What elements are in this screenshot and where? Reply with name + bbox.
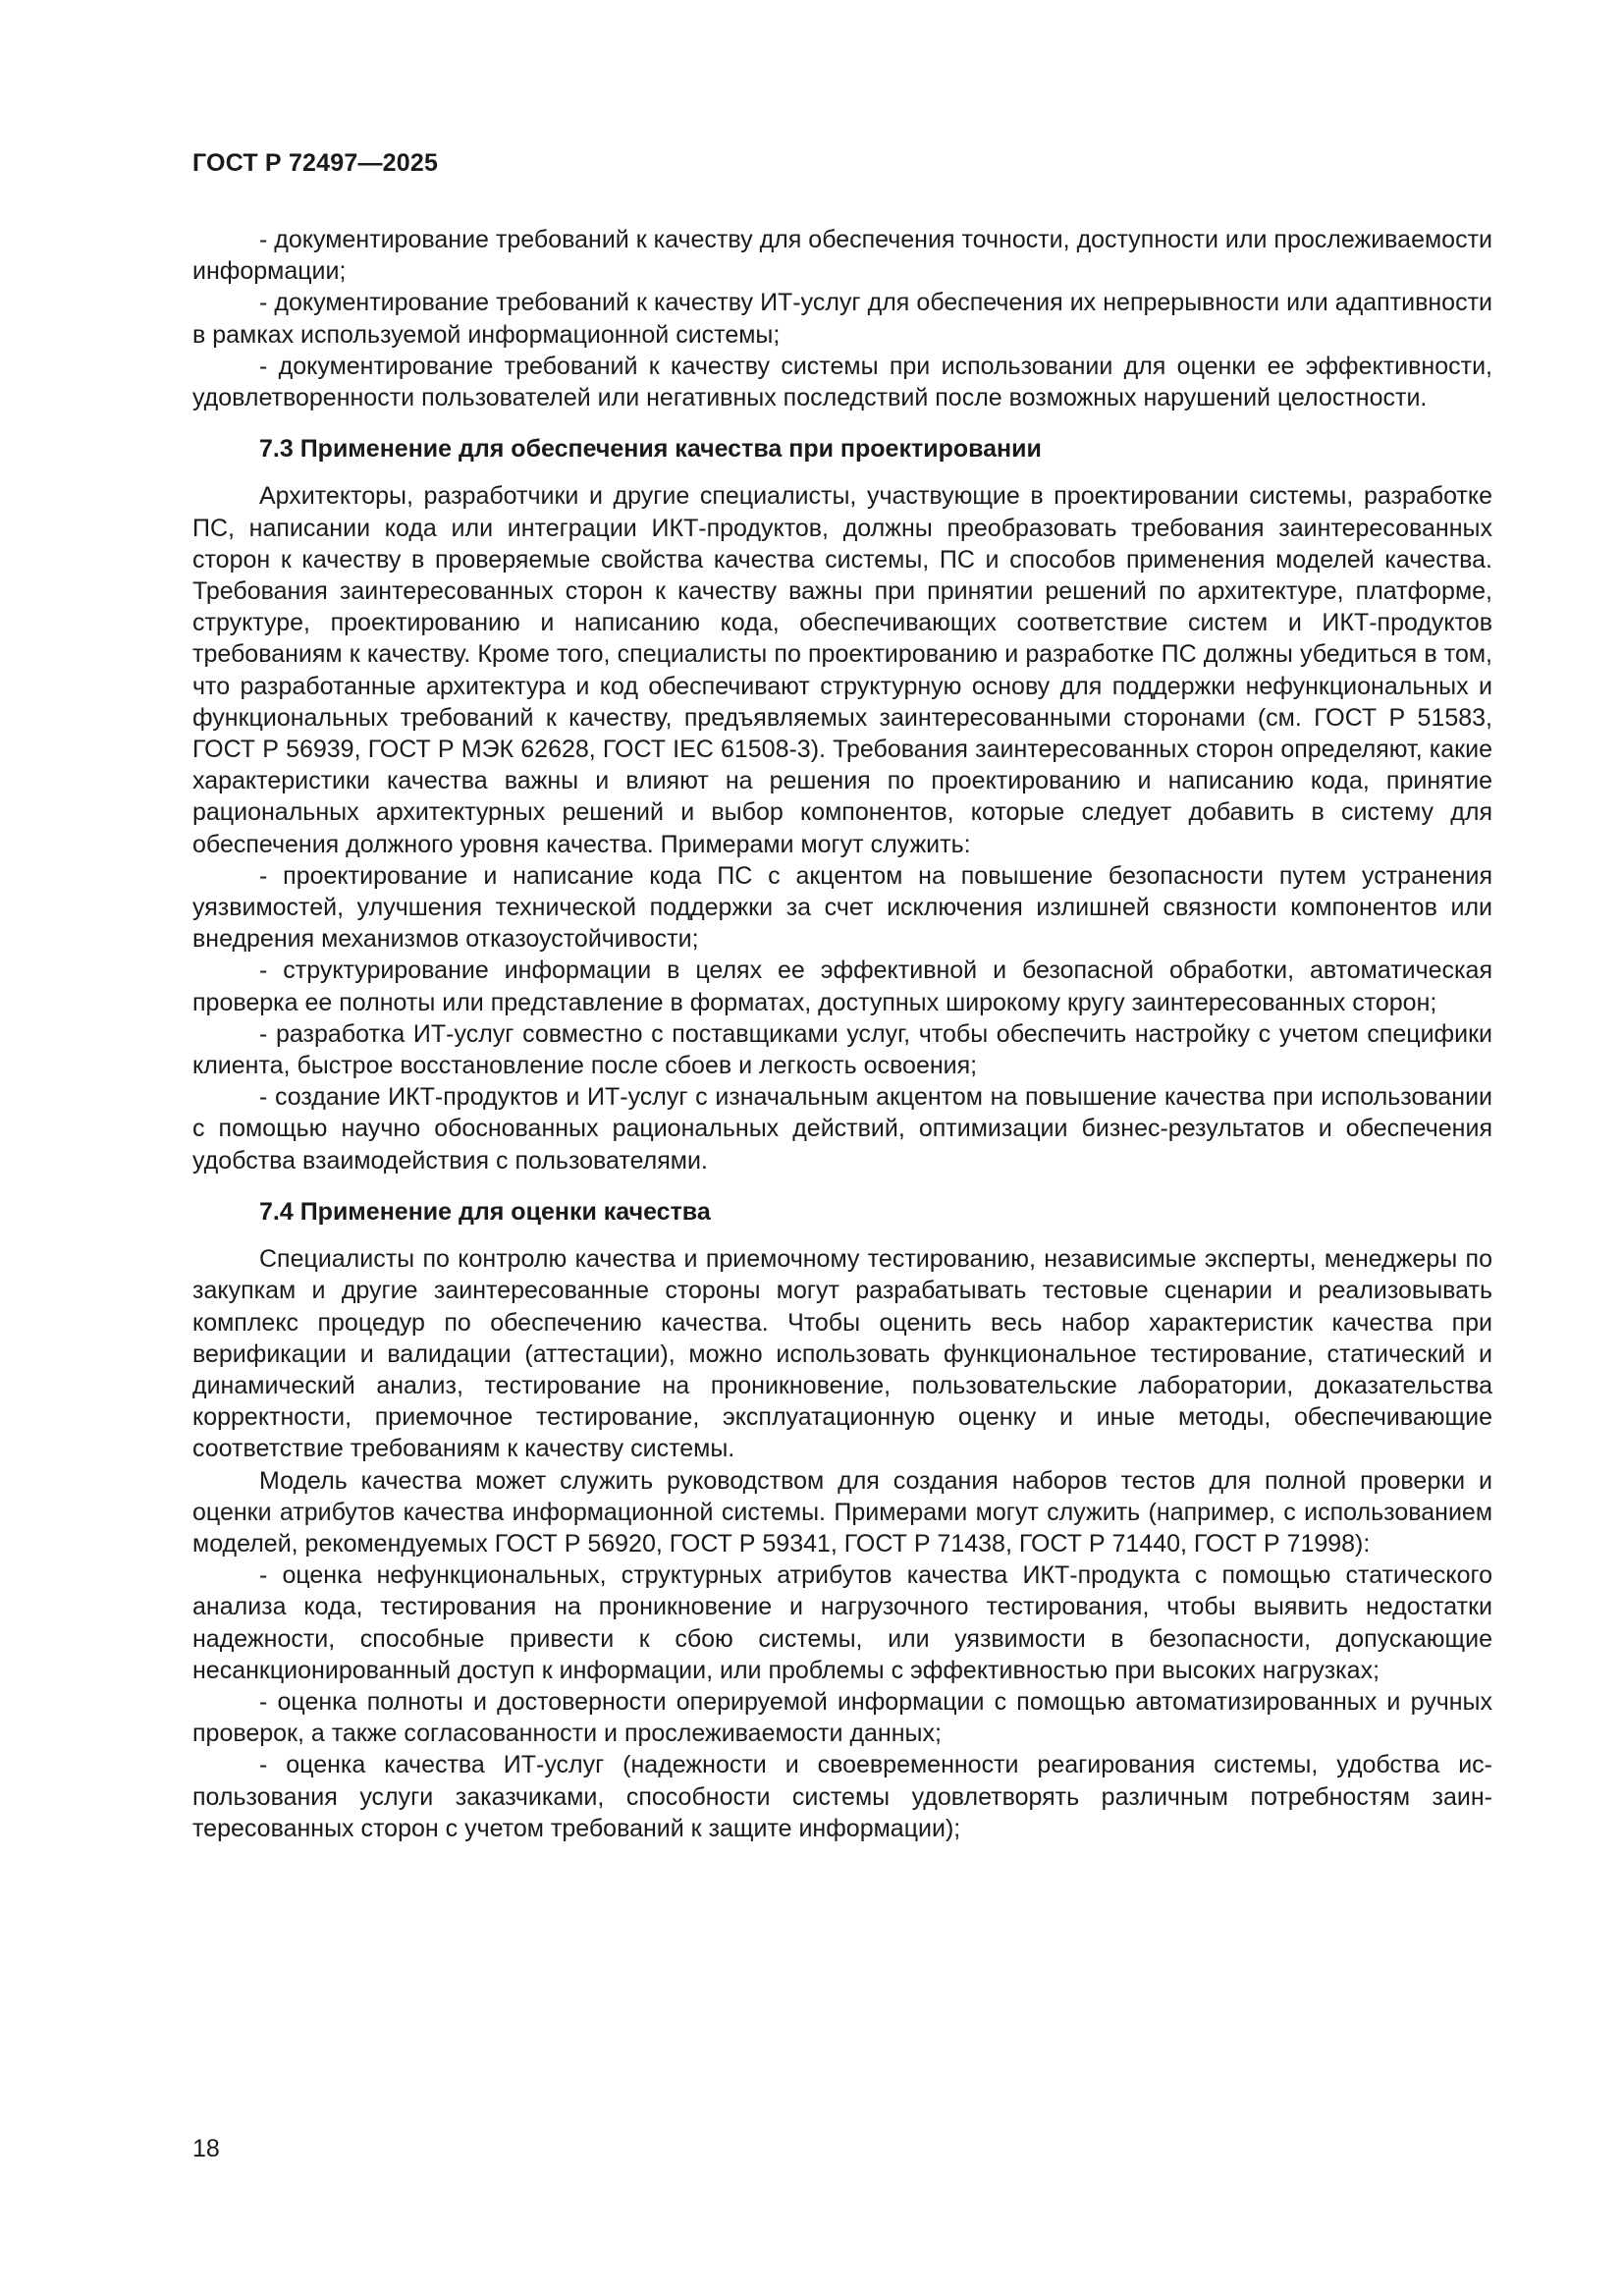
intro-list-item: - документирование требований к качеству системы при использовании для оценки ее эффективности, удовлетворенности пользователей или негативных последствий после возможных нарушений целостности. [192, 352, 1492, 412]
section-7-4-heading: 7.4 Применение для оценки качества [259, 1197, 711, 1226]
section-7-3-heading: 7.3 Применение для обеспечения качества при проектировании [259, 435, 1042, 464]
intro-list-item: - документирование требований к качеству ИТ-услуг для обеспечения их непрерывности или адаптивности в рамках используемой информационной системы; [192, 289, 1492, 349]
section-7-3-list-item: - структурирование информации в целях ее эффективной и безопасной обработки, автоматическая проверка ее полноты или представление в форматах, доступных широкому кругу заинтересованных сторон; [192, 957, 1492, 1016]
intro-list-item: - документирование требований к качеству для обеспечения точности, доступности или прослеживаемости информации; [192, 226, 1492, 286]
section-7-4-list-item: - оценка нефункциональных, структурных атрибутов качества ИКТ-продукта с помощью статического анализа кода, тестирования на проникновение и нагрузочного тестирования, чтобы выявить недостатки надежности, способные привести к сбою системы, или уязвимости в безопасности, допускающие несанкционированный доступ к информации, или проблемы с эффективностью при высоких нагрузках; [192, 1561, 1492, 1684]
section-7-3-list-item: - разработка ИТ-услуг совместно с поставщиками услуг, чтобы обеспечить настройку с учетом специфики клиента, быстрое восстановление после сбоев и легкость освоения; [192, 1019, 1492, 1080]
document-code-header: ГОСТ Р 72497—2025 [192, 149, 439, 177]
section-7-4-list-item: - оценка полноты и достоверности оперируемой информации с помощью автоматизированных и ручных проверок, а также согласованности и прослеживаемости данных; [192, 1687, 1492, 1748]
page-number: 18 [192, 2135, 220, 2162]
section-7-4-paragraph-1: Специалисты по контролю качества и приемочному тестированию, независимые эксперты, менеджеры по закупкам и другие заинтересованные стороны могут разрабатывать тестовые сценарии и реализовывать комплекс процедур по обеспечению качества. Чтобы оценить весь набор характеристик качества при верификации и валидации (аттестации), можно использовать функциональное тестирование, статический и динамический анализ, тестирование на проникновение, пользовательские лаборатории, доказательства корректности, приемочное тестирование, эксплуатационную оценку и иные методы, обеспечивающие соответствие требованиям к качеству системы. [192, 1245, 1492, 1463]
section-7-4-list-item: - оценка качества ИТ-услуг (надежности и своевременности реагирования системы, удобства использования услуги заказчиками, способности системы удовлетворять различным потребностям заинтересованных сторон с учетом требований к защите информации); [192, 1751, 1492, 1842]
section-7-4-paragraph-2: Модель качества может служить руководством для создания наборов тестов для полной проверки и оценки атрибутов качества информационной системы. Примерами могут служить (например, с использованием моделей, рекомендуемых ГОСТ Р 56920, ГОСТ Р 59341, ГОСТ Р 71438, ГОСТ Р 71440, ГОСТ Р 71998): [192, 1466, 1492, 1558]
section-7-3-paragraph: Архитекторы, разработчики и другие специалисты, участвующие в проектировании системы, разработке ПС, написании кода или интеграции ИКТ-продуктов, должны преобразовать требования заинтересованных сторон к качеству в проверяемые свойства качества системы, ПС и способов применения моделей качества. Требования заинтересованных сторон к качеству важны при принятии решений по архитектуре, платформе, структуре, проектированию и написанию кода, обеспечивающих соответствие систем и ИКТ-продуктов требованиям к качеству. Кроме того, специалисты по проектированию и разработке ПС должны убедиться в том, что разработанные архитектура и код обеспечивают структурную основу для поддержки нефункциональных и функциональных требований к качеству, предъявляемых заинтересованными сторонами (см. ГОСТ Р 51583, ГОСТ Р 56939, ГОСТ Р МЭК 62628, ГОСТ IEC 61508-3). Требования заинтересованных сторон определяют, какие характеристики качества важны и влияют на решения по проектированию и написанию кода, принятие рациональных архитектурных решений и выбор компонентов, которые следует добавить в систему для обеспечения должного уровня качества. Примерами могут служить: [192, 482, 1492, 858]
page-content [192, 224, 1492, 1844]
section-7-3-list-item: - создание ИКТ-продуктов и ИТ-услуг с изначальным акцентом на повышение качества при использовании с помощью научно обоснованных рациональных действий, оптимизации бизнес-результатов и обеспечения удобства взаимодействия с пользователями. [192, 1083, 1492, 1175]
section-7-3-list-item: - проектирование и написание кода ПС с акцентом на повышение безопасности путем устранения уязвимостей, улучшения технической поддержки за счет исключения излишней связности компонентов или внедрения механизмов отказоустойчивости; [192, 861, 1492, 954]
